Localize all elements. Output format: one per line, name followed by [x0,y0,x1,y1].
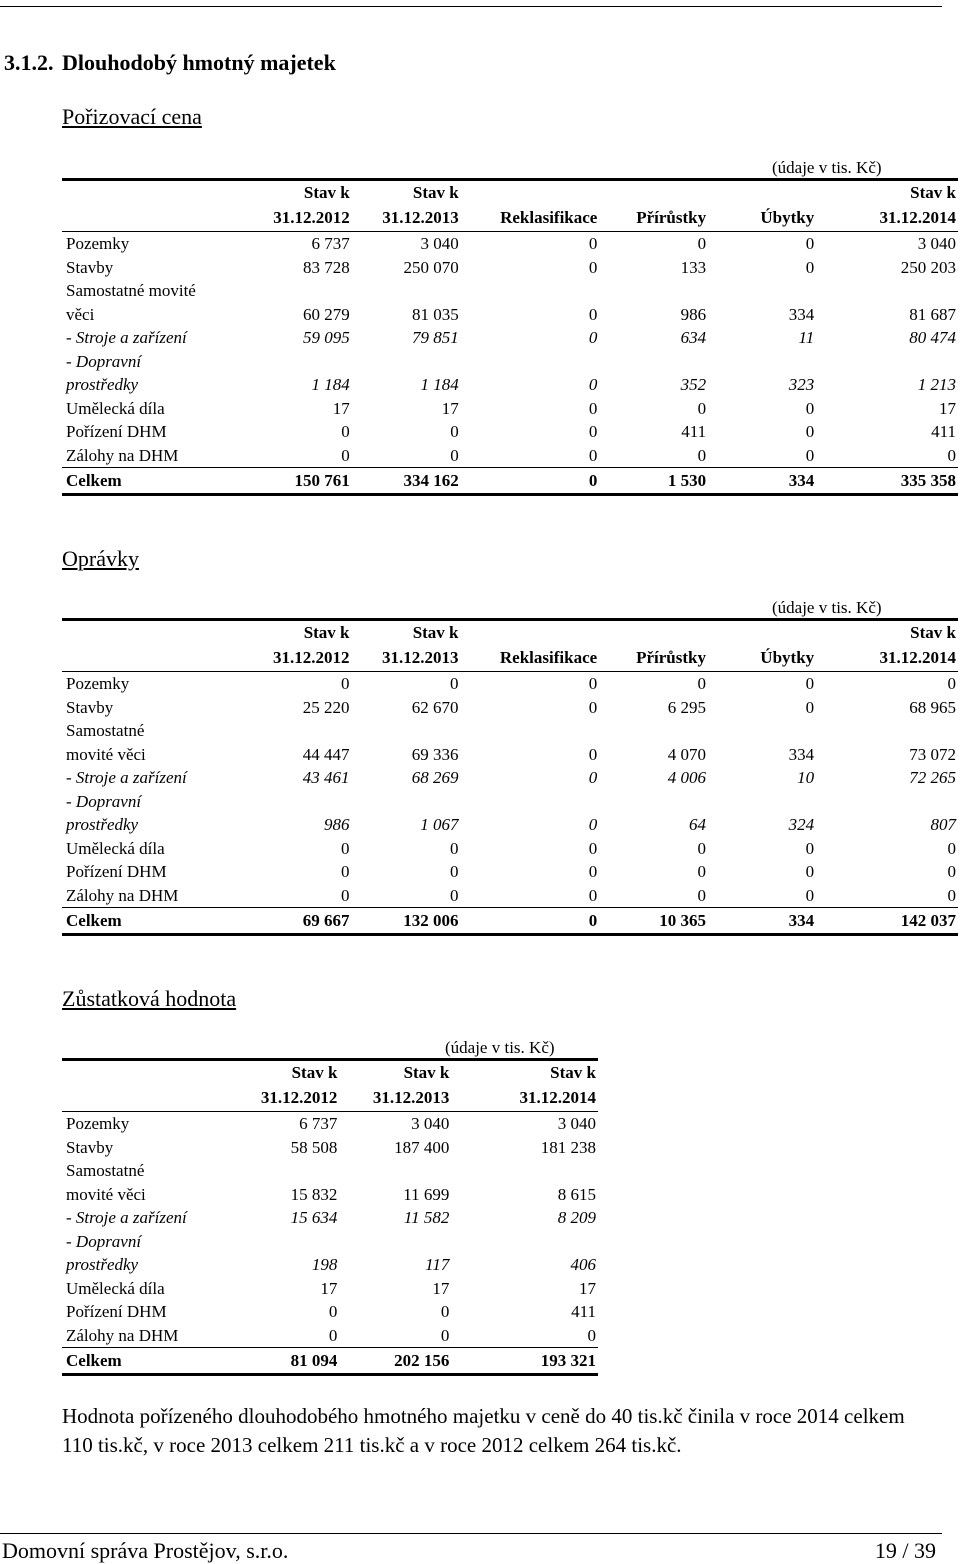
table-cell: 68 965 [909,697,956,717]
table-cell: 0 [450,885,459,905]
table-cell: 0 [588,697,598,717]
table-cell: 0 [805,838,815,858]
table-cell [708,719,816,743]
row-label: - Dopravní [66,791,142,811]
table-cell: 323 [788,375,815,394]
table-cell [599,719,708,743]
column-header: Stav k [816,620,958,647]
table-cell: 83 728 [303,257,350,277]
table-cell: 3 040 [420,234,459,253]
table-cell: 17 [939,398,956,418]
column-header: Stav k [255,1060,339,1087]
residual-value-table [62,1058,598,1376]
total-label: Celkem [62,468,269,495]
row-label: Stavby [66,1137,114,1157]
column-header: 31.12.2012 [269,646,352,672]
table-cell: 0 [805,422,815,441]
table-cell: 0 [805,885,815,905]
total-label: Celkem [62,1348,255,1375]
table-cell: 3 040 [557,1114,596,1133]
table-title-acquisition-cost: Pořizovací cena [62,104,202,129]
table-cell [599,279,708,303]
column-header: 31.12.2013 [352,646,461,672]
table-cell [708,350,816,374]
table-cell: 0 [697,445,707,465]
table-cell: 4 070 [667,744,706,764]
total-label: Celkem [62,908,269,935]
table-cell: 324 [788,815,815,834]
row-label: - Dopravní [66,1231,142,1251]
row-label: Stavby [66,257,114,277]
table-cell [352,279,461,303]
row-label: movité věci [66,1184,146,1204]
row-label: Zálohy na DHM [66,1325,179,1345]
units-note: (údaje v tis. Kč) [772,598,882,617]
section-number: 3.1.2. [4,50,54,75]
row-label: Samostatné movité [66,281,196,300]
table-cell: 17 [332,398,350,418]
column-header: Stav k [352,180,461,207]
depreciation-table [62,618,958,936]
row-label: movité věci [66,744,146,764]
column-header: 31.12.2012 [269,206,352,232]
column-header: Reklasifikace [461,646,600,672]
table-cell: 3 040 [917,234,956,253]
total-cell: 335 358 [816,468,958,495]
total-cell: 150 761 [269,468,352,495]
row-label: Stavby [66,697,114,717]
table-cell: 17 [432,1278,450,1298]
table-cell: 0 [328,1325,338,1345]
table-cell: 198 [311,1255,338,1274]
row-label: Pořízení DHM [66,862,167,881]
table-cell: 79 851 [411,328,459,347]
table-cell: 1 184 [311,375,350,394]
table-cell: 0 [947,674,956,693]
table-cell: 0 [805,445,815,465]
table-cell [352,790,461,814]
table-cell: 6 737 [311,234,350,253]
table-cell [269,790,352,814]
table-cell: 0 [805,398,815,418]
table-cell [352,719,461,743]
table-row [62,279,958,303]
table-cell: 11 [798,328,815,347]
row-label: Zálohy na DHM [66,885,179,905]
table-cell: 1 184 [420,375,459,394]
table-cell: 0 [805,697,815,717]
table-cell: 0 [588,674,598,693]
column-header: Úbytky [708,206,816,232]
total-cell: 142 037 [816,908,958,935]
total-row [62,468,958,495]
table-cell [816,279,958,303]
table-row [62,884,958,908]
table-cell: 0 [450,862,459,881]
table-cell [269,719,352,743]
table-row [62,1136,598,1160]
table-cell: 15 832 [290,1184,338,1204]
table-cell: 0 [588,744,598,764]
table-cell: 11 582 [403,1208,450,1227]
table-cell: 4 006 [667,768,706,787]
table-cell: 0 [697,398,707,418]
row-label: prostředky [66,375,139,394]
table-cell: 0 [450,674,459,693]
column-header: Úbytky [708,646,816,672]
column-header: 31.12.2014 [816,206,958,232]
table-cell: 0 [341,422,350,441]
table-cell [461,350,600,374]
table-cell: 25 220 [302,697,350,717]
table-cell: 8 615 [557,1184,596,1204]
table-row [62,1324,598,1348]
table-row [62,1300,598,1324]
table-cell [451,1230,598,1254]
table-cell: 3 040 [411,1114,450,1133]
column-header [599,180,708,207]
table-cell: 0 [450,445,459,465]
table-row [62,1112,598,1136]
table-cell [339,1230,451,1254]
column-header: Stav k [339,1060,451,1087]
row-label: Zálohy na DHM [66,445,179,465]
table-row [62,672,958,696]
table-cell: 0 [341,838,350,858]
column-header [62,620,269,647]
total-cell: 81 094 [255,1348,339,1375]
total-cell: 0 [461,908,600,935]
table-cell: 0 [697,838,706,858]
table-cell: 250 070 [403,257,459,277]
table-cell: 15 634 [290,1208,338,1227]
row-label: Pozemky [66,1114,130,1133]
row-label: Umělecká díla [66,1278,165,1298]
table-title-residual-value: Zůstatková hodnota [62,986,237,1011]
table-row [62,1230,598,1254]
total-cell: 1 530 [599,468,708,495]
table-cell: 81 687 [909,304,956,324]
table-cell [269,279,352,303]
column-header: Stav k [269,620,352,647]
table-row [62,1159,598,1183]
total-cell: 69 667 [269,908,352,935]
table-cell: 0 [341,445,350,465]
table-cell: 72 265 [909,768,956,787]
footer-rule [0,1533,942,1534]
table-cell: 62 670 [411,697,459,717]
row-label: Umělecká díla [66,398,165,418]
table-cell: 11 699 [403,1184,450,1204]
table-cell: 44 447 [302,744,350,764]
column-header: Stav k [816,180,958,207]
row-label: - Dopravní [66,351,142,371]
table-cell [708,790,816,814]
total-row [62,908,958,935]
header-row [62,620,958,647]
top-rule [0,6,942,7]
table-cell: 411 [931,422,956,441]
table-cell: 0 [588,445,598,465]
page-number: 19 / 39 [874,1538,936,1563]
table-cell: 807 [930,815,956,834]
table-cell: 8 209 [557,1208,596,1227]
units-note: (údaje v tis. Kč) [445,1038,555,1057]
table-cell: 334 [788,744,815,764]
column-header: Stav k [352,620,461,647]
table-cell: 334 [788,304,815,324]
table-cell: 250 203 [900,257,956,277]
table-cell [599,790,708,814]
column-header: 31.12.2014 [816,646,958,672]
table-cell: 117 [425,1255,450,1274]
row-label: prostředky [66,815,139,834]
table-cell: 17 [441,398,459,418]
table-row [62,860,958,884]
column-header [461,180,600,207]
table-cell [599,350,708,374]
table-cell: 986 [324,815,350,834]
table-cell: 17 [320,1278,338,1298]
table-cell: 81 035 [411,304,459,324]
column-header: 31.12.2012 [255,1086,339,1112]
column-header: 31.12.2014 [451,1086,598,1112]
table-cell: 80 474 [909,328,956,347]
column-header [62,1086,255,1112]
table-cell: 0 [588,815,598,834]
table-cell: 0 [440,1302,450,1321]
column-header [708,620,816,647]
footer-company: Domovní správa Prostějov, s.r.o. [2,1538,289,1563]
table-cell: 0 [588,885,598,905]
table-cell: 1 067 [420,815,459,834]
table-cell: 634 [680,328,707,347]
table-row [62,232,958,256]
table-cell: 60 279 [303,304,350,324]
row-label: prostředky [66,1255,139,1274]
total-row [62,1348,598,1375]
table-cell: 6 295 [667,697,706,717]
table-row [62,743,958,767]
column-header [62,646,269,672]
table-row [62,813,958,837]
table-row [62,1277,598,1301]
total-cell: 334 [708,468,816,495]
table-cell: 986 [680,304,707,324]
section-heading [4,50,336,76]
header-row [62,646,958,672]
table-cell: 0 [450,838,459,858]
row-label: Pořízení DHM [66,1302,167,1321]
table-cell: 406 [570,1255,596,1274]
table-cell: 43 461 [302,768,350,787]
table-row [62,1206,598,1230]
table-cell [708,279,816,303]
table-cell: 0 [341,885,350,905]
table-row [62,303,958,327]
table-cell: 0 [450,422,459,441]
table-row [62,719,958,743]
total-cell: 202 156 [339,1348,451,1375]
row-label: - Stroje a zařízení [66,328,187,347]
table-cell [461,790,600,814]
table-cell: 411 [571,1302,596,1321]
table-cell: 0 [588,328,598,347]
header-row [62,206,958,232]
row-label: věci [66,304,95,324]
table-cell: 0 [947,445,956,465]
total-cell: 0 [461,468,600,495]
table-cell: 1 213 [917,375,956,394]
table-cell: 0 [588,257,598,277]
column-header: Přírůstky [599,206,708,232]
table-cell: 0 [588,838,598,858]
note-paragraph: Hodnota pořízeného dlouhodobého hmotného majetku v ceně do 40 tis.kč činila v roce 2014 celkem 110 tis.kč, v roce 2013 celkem 211 tis.kč a v roce 2012 celkem 264 tis.kč. [62,1404,905,1457]
table-cell: 181 238 [540,1137,596,1157]
row-label: Pořízení DHM [66,422,167,441]
table-cell [816,719,958,743]
table-row [62,696,958,720]
table-row [62,837,958,861]
table-row [62,420,958,444]
table-cell: 0 [805,257,815,277]
row-label: Pozemky [66,674,130,693]
row-label: - Stroje a zařízení [66,1208,187,1227]
table-cell [816,350,958,374]
header-row [62,180,958,207]
table-row [62,256,958,280]
table-cell: 0 [805,862,815,881]
table-cell: 0 [588,375,598,394]
table-row [62,326,958,350]
table-cell: 0 [697,885,706,905]
table-row [62,790,958,814]
table-cell [352,350,461,374]
header-row [62,1060,598,1087]
table-cell [255,1230,339,1254]
column-header [461,620,600,647]
table-cell: 0 [947,838,956,858]
column-header [62,206,269,232]
table-cell [451,1159,598,1183]
table-cell: 0 [805,234,815,253]
header-row [62,1086,598,1112]
row-label: Pozemky [66,234,130,253]
table-cell [461,279,600,303]
table-row [62,1253,598,1277]
total-cell: 10 365 [599,908,708,935]
table-cell: 0 [588,862,598,881]
table-cell: 0 [588,304,598,324]
table-cell [339,1159,451,1183]
table-cell [461,719,600,743]
table-row [62,766,958,790]
column-header: 31.12.2013 [352,206,461,232]
total-cell: 193 321 [451,1348,598,1375]
column-header: Přírůstky [599,646,708,672]
table-cell: 352 [680,375,707,394]
table-cell: 0 [588,234,598,253]
table-cell: 0 [697,674,706,693]
table-row [62,373,958,397]
table-cell [816,790,958,814]
total-cell: 132 006 [352,908,461,935]
table-cell: 0 [947,862,956,881]
table-row [62,1183,598,1207]
table-cell: 0 [947,885,956,905]
column-header [708,180,816,207]
table-cell: 0 [588,768,598,787]
table-cell: 0 [341,862,350,881]
table-cell: 0 [697,862,706,881]
table-cell: 10 [797,768,815,787]
column-header [62,1060,255,1087]
table-cell: 133 [680,257,707,277]
table-cell: 0 [328,1302,338,1321]
table-cell: 0 [587,1325,596,1345]
column-header [62,180,269,207]
acquisition-cost-table [62,178,958,496]
table-cell: 0 [588,398,598,418]
column-header: 31.12.2013 [339,1086,451,1112]
table-cell: 73 072 [909,744,956,764]
table-cell: 69 336 [411,744,459,764]
row-label: - Stroje a zařízení [66,768,187,787]
column-header: Stav k [451,1060,598,1087]
table-row [62,397,958,421]
table-cell [255,1159,339,1183]
table-cell: 0 [341,674,350,693]
table-cell: 17 [579,1278,596,1298]
column-header: Reklasifikace [461,206,600,232]
table-row [62,350,958,374]
table-cell: 59 095 [303,328,350,347]
table-cell: 187 400 [394,1137,450,1157]
column-header [599,620,708,647]
table-cell: 6 737 [299,1114,338,1133]
row-label: Samostatné [66,721,145,740]
table-cell: 0 [697,234,707,253]
table-cell: 0 [805,674,815,693]
table-cell: 0 [440,1325,450,1345]
table-cell: 64 [688,815,706,834]
table-cell: 68 269 [411,768,459,787]
row-label: Samostatné [66,1161,145,1180]
section-title: Dlouhodobý hmotný majetek [62,50,336,75]
row-label: Umělecká díla [66,838,165,858]
units-note: (údaje v tis. Kč) [772,158,882,177]
table-title-depreciation: Oprávky [62,546,139,571]
table-cell: 0 [588,422,598,441]
table-cell: 411 [681,422,707,441]
column-header: Stav k [269,180,352,207]
total-cell: 334 [708,908,816,935]
table-cell: 58 508 [290,1137,338,1157]
table-row [62,444,958,468]
total-cell: 334 162 [352,468,461,495]
table-cell [269,350,352,374]
